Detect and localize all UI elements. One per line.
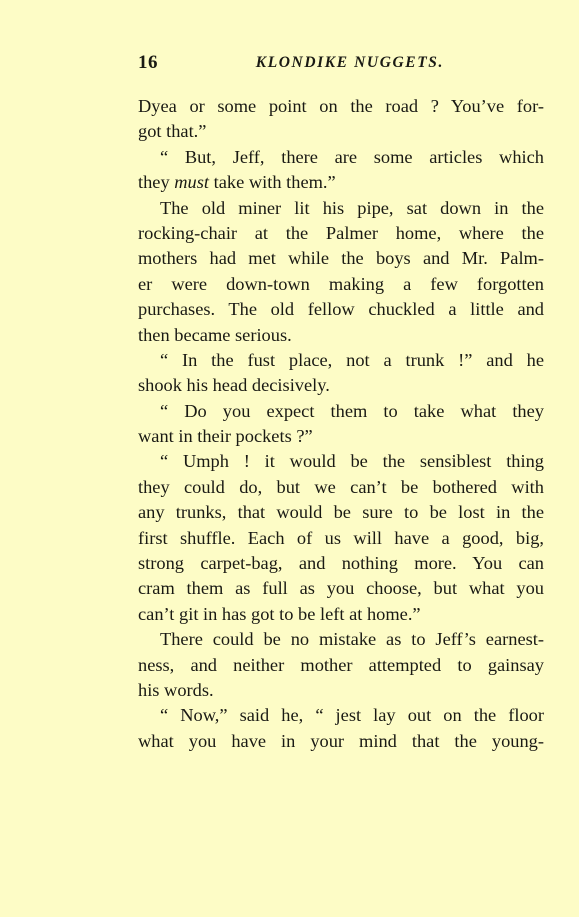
text-line: Dyea or some point on the road ? You’ve for-	[138, 96, 544, 116]
text-line: can’t git in has got to be left at home.”	[138, 603, 421, 624]
text-fragment: they	[138, 172, 175, 193]
text-line: cram them as full as you choose, but what you	[138, 578, 544, 599]
text-line: then became serious.	[138, 324, 292, 345]
book-title: KLONDIKE NUGGETS.	[255, 54, 444, 71]
text-line: “ Umph ! it would be the sensiblest thing	[160, 451, 544, 472]
text-line: shook his head decisively.	[138, 375, 330, 396]
text-line: rocking-chair at the Palmer home, where the	[138, 222, 544, 243]
text-line: “ But, Jeff, there are some articles which	[160, 146, 544, 167]
running-head	[138, 52, 444, 76]
text-line: first shuffle. Each of us will have a good, big,	[138, 527, 544, 548]
text-line: mothers had met while the boys and Mr. Palm-	[138, 248, 544, 269]
text-line	[138, 170, 544, 195]
page-number: 16	[138, 52, 158, 73]
text-fragment: take with them.”	[209, 172, 336, 193]
body-text	[138, 94, 544, 754]
text-line: want in their pockets ?”	[138, 426, 313, 447]
text-line: his words.	[138, 679, 214, 700]
text-line: got that.”	[138, 121, 207, 142]
text-line: purchases. The old fellow chuckled a little and	[138, 299, 544, 320]
text-line: er were down-town making a few forgotten	[138, 273, 544, 294]
text-line: ness, and neither mother attempted to gainsay	[138, 654, 544, 675]
emphasis-text: must	[174, 172, 210, 193]
text-line: There could be no mistake as to Jeff’s earnest-	[160, 629, 544, 650]
text-line: “ Do you expect them to take what they	[160, 400, 544, 421]
text-line: strong carpet-bag, and nothing more. You can	[138, 553, 544, 574]
text-line: any trunks, that would be sure to be lost in the	[138, 502, 544, 523]
text-line: “ Now,” said he, “ jest lay out on the floor	[160, 705, 544, 726]
text-line: they could do, but we can’t be bothered with	[138, 476, 544, 497]
text-line: “ In the fust place, not a trunk !” and he	[160, 349, 544, 370]
text-line: what you have in your mind that the young-	[138, 730, 544, 751]
text-line: The old miner lit his pipe, sat down in the	[160, 197, 544, 218]
